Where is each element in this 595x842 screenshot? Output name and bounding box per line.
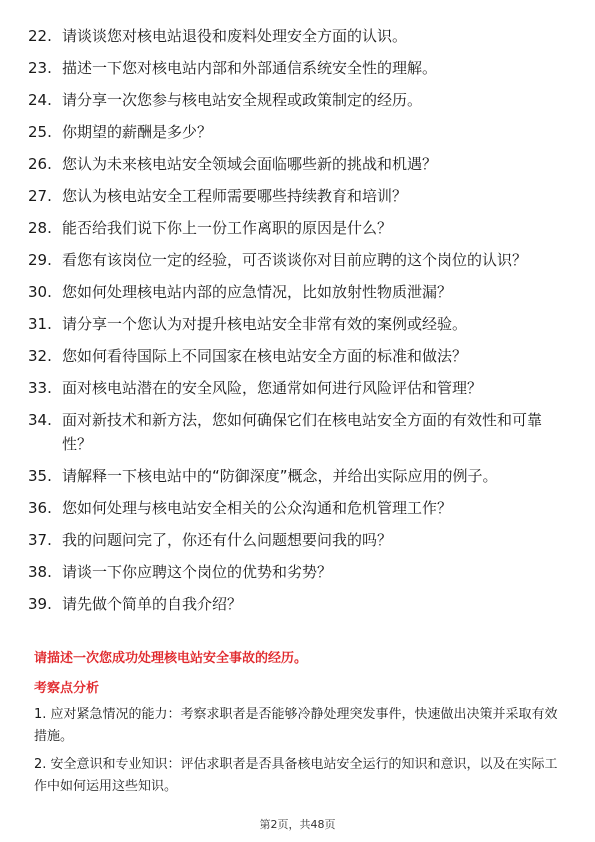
question-number: 38.	[28, 563, 52, 581]
question-text: 描述一下您对核电站内部和外部通信系统安全性的理解。	[62, 59, 438, 77]
question-list	[0, 24, 595, 624]
question-item	[0, 280, 595, 304]
question-item	[0, 88, 595, 112]
question-number: 32.	[28, 347, 52, 365]
question-item	[0, 344, 595, 368]
question-text: 面对新技术和新方法，您如何确保它们在核电站安全方面的有效性和可靠性？	[62, 411, 543, 453]
question-text: 看您有该岗位一定的经验，可否谈谈你对目前应聘的这个岗位的认识？	[62, 251, 528, 269]
analysis-points	[34, 704, 564, 804]
question-text: 您如何看待国际上不同国家在核电站安全方面的标准和做法？	[62, 347, 468, 365]
page-footer: 第2页，共48页	[259, 818, 336, 831]
question-item	[0, 408, 595, 456]
question-number: 36.	[28, 499, 52, 517]
question-number: 30.	[28, 283, 52, 301]
question-text: 请分享一个您认为对提升核电站安全非常有效的案例或经验。	[62, 315, 468, 333]
question-text: 请谈谈您对核电站退役和废料处理安全方面的认识。	[62, 27, 408, 45]
question-item	[0, 248, 595, 272]
question-text: 你期望的薪酬是多少？	[62, 123, 213, 141]
question-number: 31.	[28, 315, 52, 333]
question-number: 29.	[28, 251, 52, 269]
question-text: 请分享一次您参与核电站安全规程或政策制定的经历。	[62, 91, 423, 109]
question-text: 面对核电站潜在的安全风险，您通常如何进行风险评估和管理？	[62, 379, 483, 397]
question-item	[0, 152, 595, 176]
question-item	[0, 528, 595, 552]
question-number: 24.	[28, 91, 52, 109]
question-item	[0, 496, 595, 520]
question-text: 能否给我们说下你上一份工作离职的原因是什么？	[62, 219, 393, 237]
highlight-question: 请描述一次您成功处理核电站安全事故的经历。	[34, 651, 308, 666]
question-number: 22.	[28, 27, 52, 45]
question-text: 请先做个简单的自我介绍？	[62, 595, 243, 613]
analysis-point: 2. 安全意识和专业知识：评估求职者是否具备核电站安全运行的知识和意识，以及在实际工作中如何运用这些知识。	[34, 757, 558, 794]
question-item	[0, 560, 595, 584]
analysis-point: 1. 应对紧急情况的能力：考察求职者是否能够冷静处理突发事件，快速做出决策并采取有效措施。	[34, 707, 558, 744]
question-number: 25.	[28, 123, 52, 141]
question-number: 34.	[28, 411, 52, 429]
question-item	[0, 216, 595, 240]
question-item	[0, 312, 595, 336]
question-number: 27.	[28, 187, 52, 205]
question-number: 33.	[28, 379, 52, 397]
question-item	[0, 56, 595, 80]
question-text: 您如何处理与核电站安全相关的公众沟通和危机管理工作？	[62, 499, 453, 517]
question-number: 35.	[28, 467, 52, 485]
question-item	[0, 184, 595, 208]
question-number: 28.	[28, 219, 52, 237]
question-number: 26.	[28, 155, 52, 173]
question-item	[0, 464, 595, 488]
question-text: 您认为核电站安全工程师需要哪些持续教育和培训？	[62, 187, 408, 205]
question-item	[0, 376, 595, 400]
question-text: 您认为未来核电站安全领域会面临哪些新的挑战和机遇？	[62, 155, 438, 173]
question-text: 我的问题问完了，你还有什么问题想要问我的吗？	[62, 531, 393, 549]
analysis-title: 考察点分析	[34, 681, 100, 696]
question-number: 23.	[28, 59, 52, 77]
question-item	[0, 24, 595, 48]
question-number: 39.	[28, 595, 52, 613]
question-text: 您如何处理核电站内部的应急情况，比如放射性物质泄漏？	[62, 283, 453, 301]
question-text: 请解释一下核电站中的“防御深度”概念，并给出实际应用的例子。	[62, 467, 498, 485]
question-item	[0, 120, 595, 144]
question-item	[0, 592, 595, 616]
question-text: 请谈一下你应聘这个岗位的优势和劣势？	[62, 563, 333, 581]
question-number: 37.	[28, 531, 52, 549]
